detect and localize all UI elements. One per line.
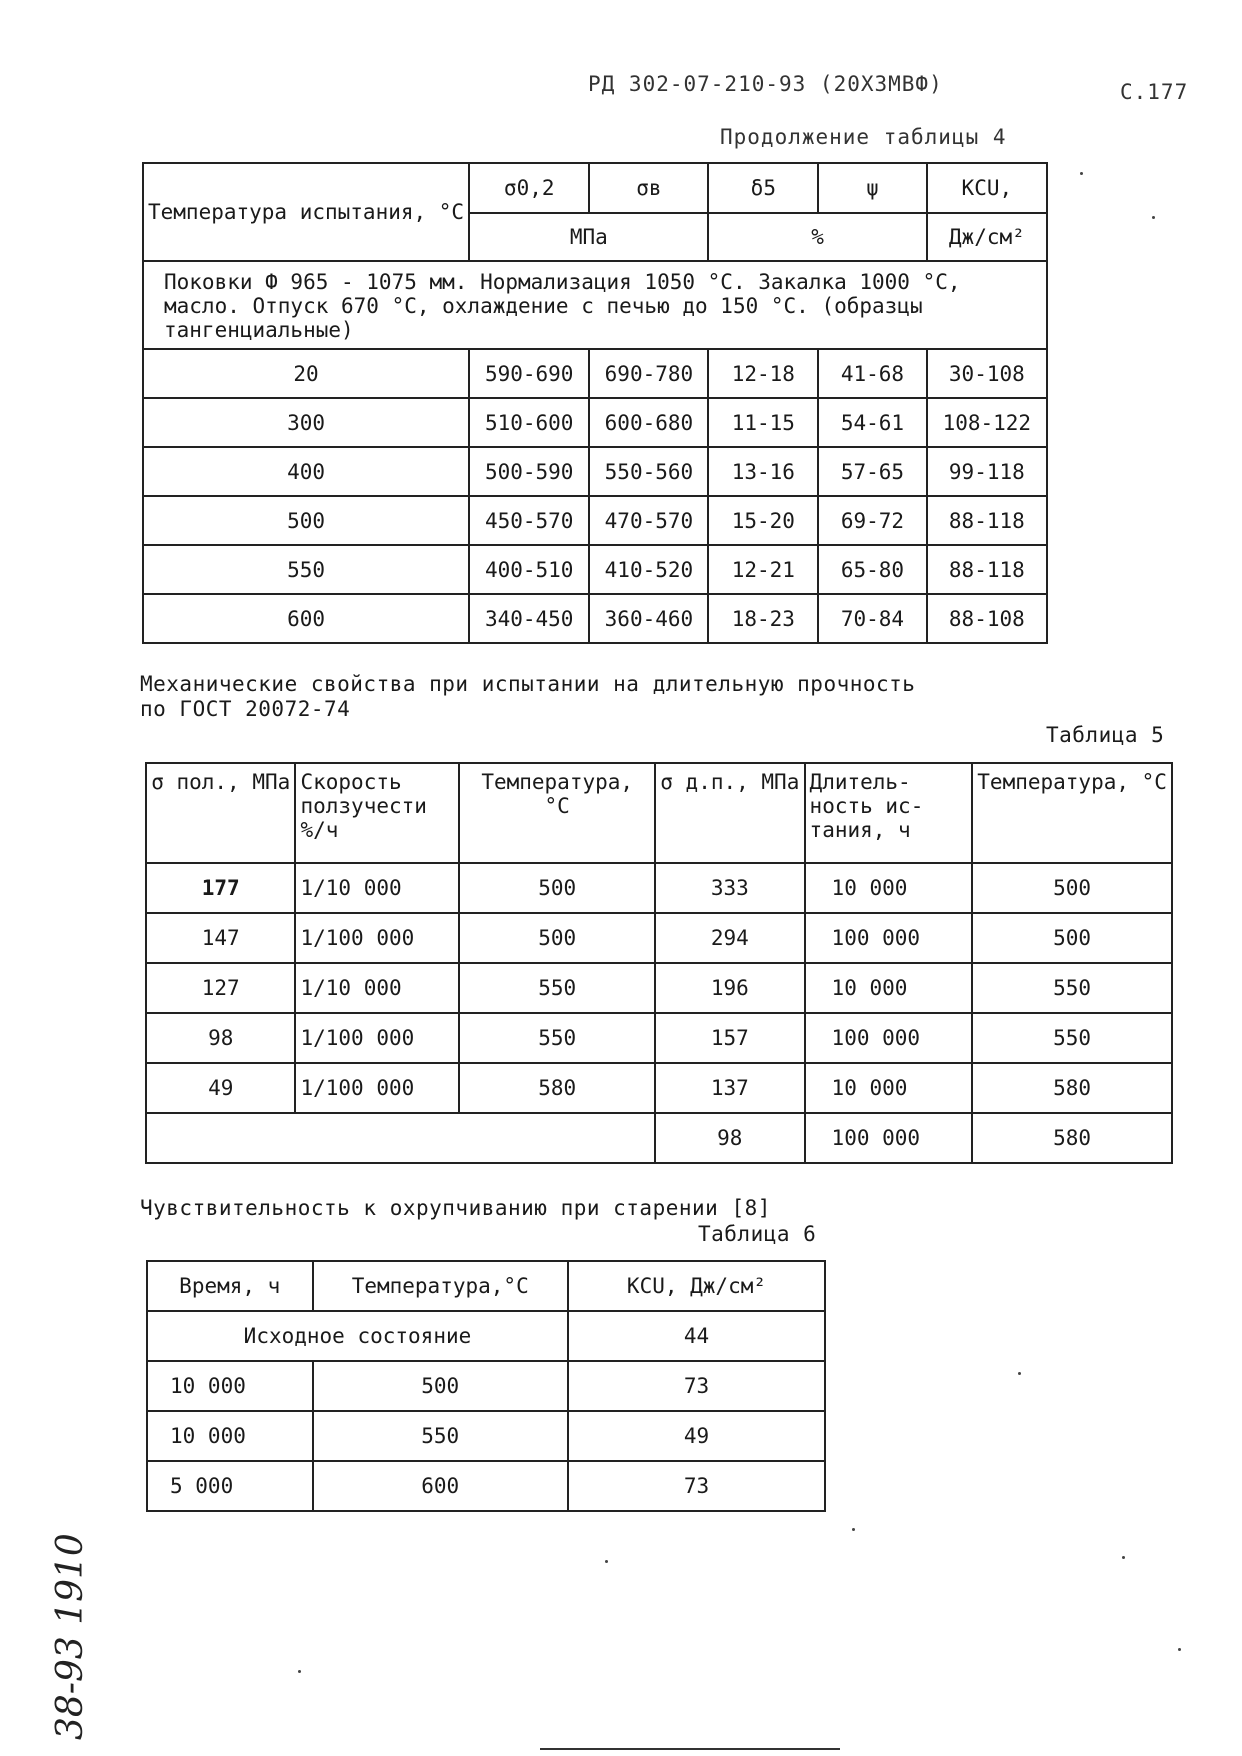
scan-speck — [298, 1670, 301, 1673]
scan-speck — [1178, 1648, 1181, 1651]
table-row: 10 000 500 73 — [147, 1361, 825, 1411]
header-temperature: Температура испытания, °С — [143, 163, 469, 261]
initial-state-label: Исходное состояние — [147, 1311, 568, 1361]
heat-treatment-note: Поковки Ф 965 - 1075 мм. Нормализация 1050 °С. Закалка 1000 °С, масло. Отпуск 670 °С, охлаждение с печью до 150 °С. (образцы тангенциальные) — [143, 261, 1047, 349]
table-row: 127 1/10 000 550 196 10 000 550 — [146, 963, 1172, 1013]
scan-speck — [1122, 1556, 1125, 1559]
table-row: 177 1/10 000 500 333 10 000 500 — [146, 863, 1172, 913]
header-delta5: δ5 — [708, 163, 818, 213]
initial-state-value: 44 — [568, 1311, 825, 1361]
table-continuation-label: Продолжение таблицы 4 — [720, 125, 1007, 149]
table-row: 500 450-570 470-570 15-20 69-72 88-118 — [143, 496, 1047, 545]
table-row: 10 000 550 49 — [147, 1411, 825, 1461]
bottom-rule — [540, 1748, 840, 1750]
header-kcu: KCU, Дж/см² — [568, 1261, 825, 1311]
table-row: 550 400-510 410-520 12-21 65-80 88-118 — [143, 545, 1047, 594]
table-row: 147 1/100 000 500 294 100 000 500 — [146, 913, 1172, 963]
table-row: 5 000 600 73 — [147, 1461, 825, 1511]
header-psi: ψ — [818, 163, 927, 213]
unit-joule: Дж/см² — [927, 213, 1047, 261]
header-sigma-pol: σ пол., МПа — [146, 763, 295, 863]
scan-speck — [1080, 172, 1083, 175]
table-6-label: Таблица 6 — [698, 1222, 817, 1246]
header-sigmab: σв — [589, 163, 708, 213]
header-temperature-1: Температура, °С — [459, 763, 655, 863]
header-temperature-2: Температура, °С — [972, 763, 1172, 863]
scan-speck — [1152, 216, 1155, 219]
section-6-heading: Чувствительность к охрупчиванию при старении [8] — [140, 1196, 771, 1220]
header-sigma02: σ0,2 — [469, 163, 589, 213]
table-row: 600 340-450 360-460 18-23 70-84 88-108 — [143, 594, 1047, 643]
scan-speck — [605, 1560, 608, 1563]
handwritten-margin-note: 38-93 1910 — [50, 1533, 91, 1740]
table-row: 20 590-690 690-780 12-18 41-68 30-108 — [143, 349, 1047, 398]
section-5-heading-line1: Механические свойства при испытании на длительную прочность — [140, 672, 916, 696]
header-temperature: Температура,°С — [313, 1261, 568, 1311]
header-creep-rate: Скорость ползучести %/ч — [295, 763, 459, 863]
table-4 — [142, 162, 1048, 644]
table-5-label: Таблица 5 — [1046, 723, 1165, 747]
unit-mpa: МПа — [469, 213, 708, 261]
header-duration: Длитель-ность ис-тания, ч — [805, 763, 973, 863]
page-number: С.177 — [1120, 80, 1189, 104]
table-row: 49 1/100 000 580 137 10 000 580 — [146, 1063, 1172, 1113]
section-5-heading-line2: по ГОСТ 20072-74 — [140, 697, 351, 721]
unit-percent: % — [708, 213, 926, 261]
table-5 — [145, 762, 1173, 1164]
table-6 — [146, 1260, 826, 1512]
header-time: Время, ч — [147, 1261, 313, 1311]
scan-speck — [1018, 1372, 1021, 1375]
header-kcu: KCU, — [927, 163, 1047, 213]
document-code: РД 302-07-210-93 (20Х3МВФ) — [588, 72, 943, 96]
scan-speck — [852, 1528, 855, 1531]
table-row: 400 500-590 550-560 13-16 57-65 99-118 — [143, 447, 1047, 496]
table-row: 98 1/100 000 550 157 100 000 550 — [146, 1013, 1172, 1063]
table-row: 300 510-600 600-680 11-15 54-61 108-122 — [143, 398, 1047, 447]
table-row: 98 100 000 580 — [146, 1113, 1172, 1163]
header-sigma-dp: σ д.п., МПа — [655, 763, 804, 863]
table-row — [147, 1311, 825, 1361]
